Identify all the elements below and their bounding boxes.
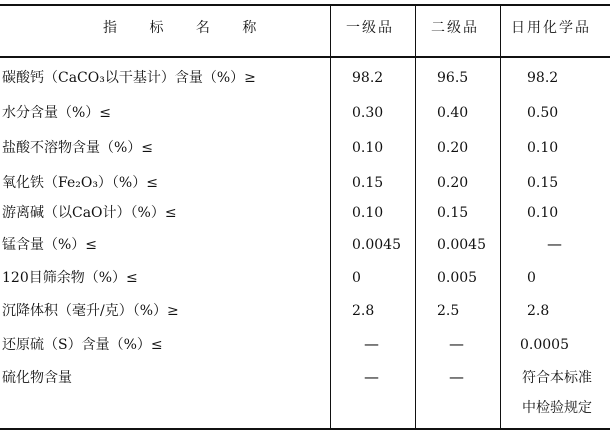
cell-grade1: 0.30 [352, 105, 384, 121]
cell-grade2: 0.20 [437, 140, 469, 156]
cell-daily: 0 [527, 270, 536, 286]
cell-daily: 2.8 [527, 303, 550, 319]
cell-grade2: — [449, 335, 464, 353]
column-divider-1 [330, 4, 331, 430]
cell-grade1: 0.10 [352, 205, 384, 221]
cell-daily: — [547, 235, 562, 253]
row-label: 碳酸钙（CaCO₃以干基计）含量（%）≥ [2, 70, 256, 86]
cell-daily: 98.2 [527, 70, 559, 86]
row-label: 盐酸不溶物含量（%）≤ [2, 140, 154, 156]
cell-grade2: — [449, 368, 464, 386]
header-daily-chemical: 日用化学品 [511, 20, 591, 36]
cell-daily: 0.10 [527, 140, 559, 156]
header-grade1: 一级品 [346, 20, 394, 36]
row-label: 水分含量（%）≤ [2, 105, 112, 121]
cell-daily: 0.15 [527, 175, 559, 191]
cell-daily: 0.10 [527, 205, 559, 221]
cell-grade1: — [364, 335, 379, 353]
column-divider-2 [415, 4, 416, 430]
row-label: 锰含量（%）≤ [2, 237, 98, 253]
cell-grade2: 96.5 [437, 70, 469, 86]
cell-grade2: 0.40 [437, 105, 469, 121]
row-label: 沉降体积（毫升/克）（%）≥ [2, 303, 179, 319]
cell-grade2: 2.5 [437, 303, 460, 319]
cell-grade1: 0.10 [352, 140, 384, 156]
row-label: 硫化物含量 [2, 370, 72, 386]
row-label: 氧化铁（Fe₂O₃）（%）≤ [2, 175, 158, 191]
cell-daily: 0.50 [527, 105, 559, 121]
table-bottom-rule [0, 428, 610, 430]
cell-grade1: — [364, 368, 379, 386]
cell-grade2: 0.15 [437, 205, 469, 221]
cell-grade1: 98.2 [352, 70, 384, 86]
cell-grade1: 0.15 [352, 175, 384, 191]
row-label: 游离碱（以CaO计）（%）≤ [2, 205, 177, 221]
header-bottom-rule [0, 56, 610, 58]
cell-grade2: 0.0045 [437, 237, 486, 253]
table-top-rule [0, 4, 610, 6]
cell-daily-continued: 中检验规定 [522, 400, 592, 416]
header-item-name: 指 标 名 称 [103, 20, 271, 36]
cell-grade1: 2.8 [352, 303, 375, 319]
column-divider-3 [500, 4, 501, 430]
cell-daily: 0.0005 [520, 337, 569, 353]
cell-daily: 符合本标准 [522, 370, 592, 386]
header-grade2: 二级品 [431, 20, 479, 36]
row-label: 120目筛余物（%）≤ [2, 270, 138, 286]
cell-grade2: 0.20 [437, 175, 469, 191]
cell-grade1: 0.0045 [352, 237, 401, 253]
cell-grade2: 0.005 [437, 270, 478, 286]
cell-grade1: 0 [352, 270, 361, 286]
row-label: 还原硫（S）含量（%）≤ [2, 337, 163, 353]
